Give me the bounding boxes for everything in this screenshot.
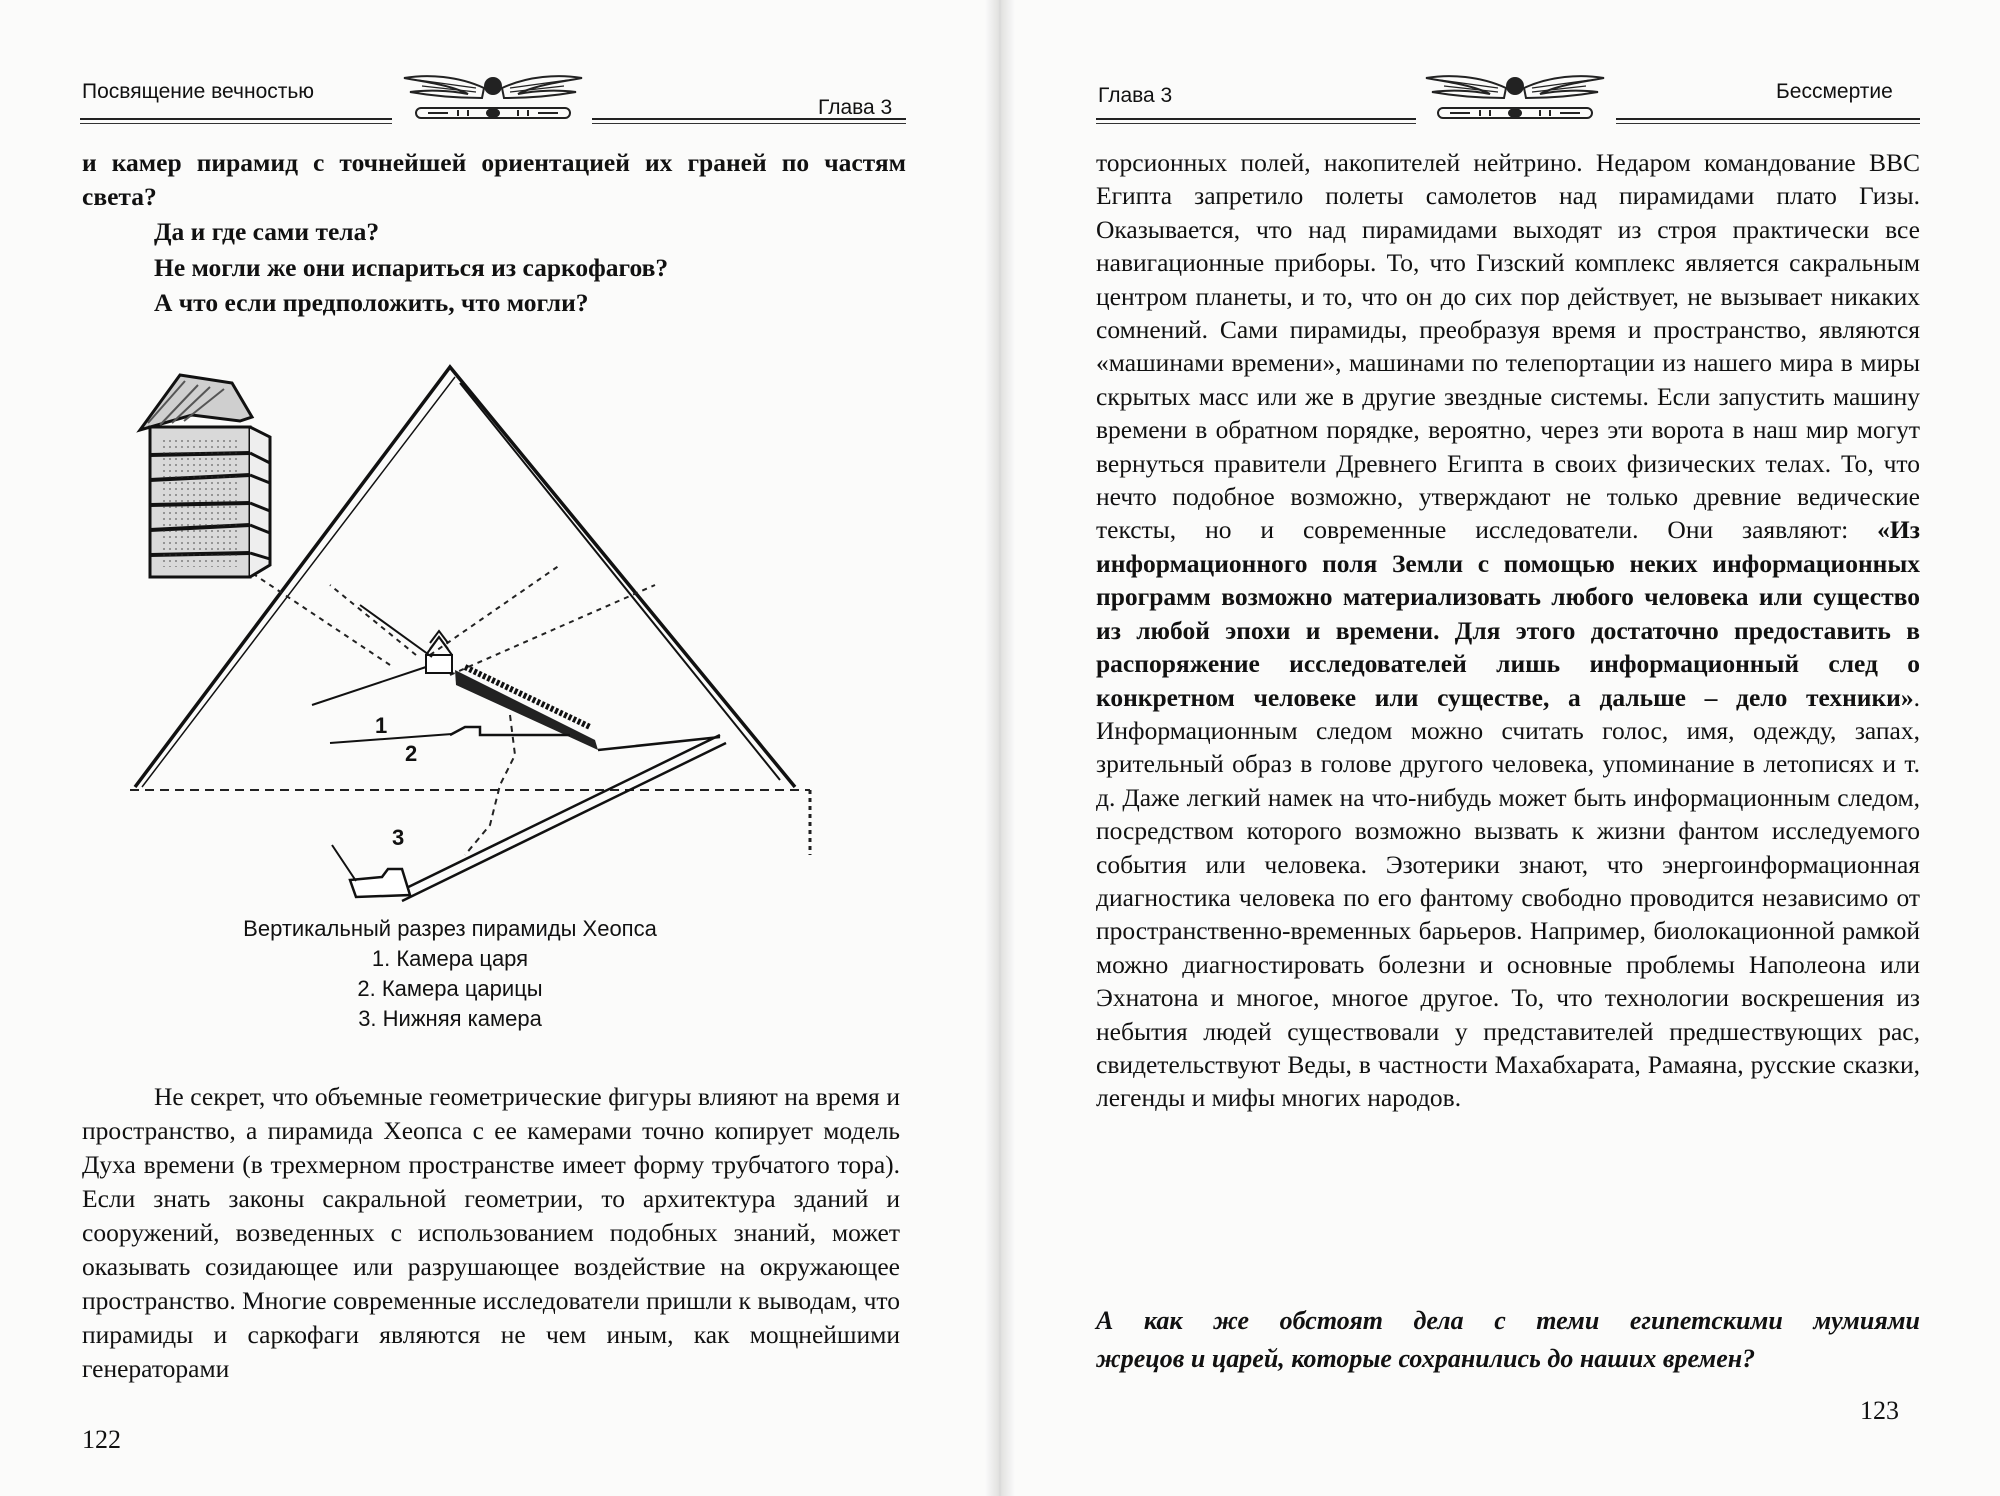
question-line: Не могли же они испариться из саркофагов? [154,252,669,282]
grand-gallery [455,667,598,750]
diagram-label-3: 3 [392,825,405,850]
question-line: и камер пирамид с точнейшей ориентацией их граней по частям света? [82,148,906,211]
right-header-title: Бессмертие [1776,80,1893,103]
winged-disc-emblem-icon [398,68,588,126]
closing-line: жрецов и царей, которые сохранились до наших времен? [1096,1344,1756,1373]
left-questions [82,146,906,320]
figure-caption [160,914,740,1034]
left-header-rule-a [80,118,392,120]
left-body-text [82,1080,900,1386]
body-paragraph: Не секрет, что объемные геометрические фигуры влияют на время и пространство, а пирамида Хеопса с ее камерами точно копирует модель Духа времени (в трехмерном пространстве имеет форму трубчатого тора). Если знать законы сакральной геометрии, то архитектура зданий и сооружений, возведенных с использованием подобных знаний, может оказывать созидающее или разрушающее воздействие на окружающее пространство. Многие современные исследователи пришли к выводам, что пирамиды и саркофаги являются не чем иным, как мощнейшими генераторами [82,1082,900,1383]
caption-item: 1. Камера царя [371,946,529,971]
body-paragraph [1096,146,1920,1115]
right-body-text [1096,146,1920,1115]
body-text-plain: торсионных полей, накопителей нейтрино. Недаром командование ВВС Египта запретило полеты самолетов над пирамидами плато Гизы. Оказывается, что над пирамидами выходят из строя практически все навигационные приборы. То, что Гизский комплекс является сакральным центром планеты, и то, что он до сих пор действует, не вызывает никаких сомнений. Сами пирамиды, преобразуя время и пространство, являются «машинами времени», машинами по телепортации из нашего мира в миры скрытых масс или же в другие звездные системы. Если запустить машину времени в обратном порядке, вероятно, через эти ворота в наш мир могут вернуться правители Древнего Египта в своих физических телах. То, что нечто подобное возможно, утверждают не только древние ведические тексты, но и современные исследователи. Они заявляют: [1096,148,1920,545]
right-page [1000,0,2000,1496]
right-page-number: 123 [1860,1396,1899,1425]
pyramid-cross-section-diagram [120,355,830,915]
left-header-rule-d [592,123,906,124]
caption-title: Вертикальный разрез пирамиды Хеопса [243,916,657,941]
winged-disc-emblem-icon [1420,68,1610,126]
question-line: Да и где сами тела? [154,217,380,247]
diagram-label-2: 2 [405,741,418,766]
body-text-bold-quote: «Из информационного поля Земли с помощью неких информационных программ возможно материализовать любого человека или существо из любой эпохи и времени. Для этого достаточно предоставить в распоряжение исследователей лишь информационный след о конкретном человеке или существе, а дальше – дело техники» [1096,515,1920,712]
closing-question [1096,1302,1920,1378]
question-line: А что если предположить, что могли? [154,288,589,318]
descending-passage [392,735,726,901]
body-text-plain: . Информационным следом можно считать голос, имя, одежду, запах, зрительный образ в голове другого человека, упоминание в летописях и т. д. Даже легкий намек на что-нибудь может быть информационным следом, посредством которого возможно вызвать к жизни фантом исследуемого события или человека. Эзотерики знают, что энергоинформационная диагностика человека по его фантому свободно проводится независимо от пространственно-временных барьеров. Например, биолокационной рамкой можно диагностировать болезни и основные проблемы Наполеона или Эхнатона и многое, многое другое. То, что технологии воскрешения из небытия людей существовали у представителей предшествующих рас, свидетельствуют Веды, в частности Махабхарата, Рамаяна, русские сказки, легенды и мифы многих народов. [1096,682,1920,1113]
left-header-chapter: Глава 3 [818,96,893,119]
right-header-rule-b [1096,123,1416,124]
kings-chamber [426,631,452,673]
right-header-rule-a [1096,118,1416,120]
caption-item: 3. Нижняя камера [358,1006,542,1031]
caption-item: 2. Камера царицы [357,976,543,1001]
closing-line: А как же обстоят дела с теми египетскими мумиями [1096,1306,1920,1335]
ground-line [130,790,810,855]
subterranean-chamber [350,869,410,897]
kings-chamber-inset [140,375,270,577]
left-header-title: Посвящение вечностью [82,80,315,103]
book-gutter [985,0,1015,1496]
right-header-chapter: Глава 3 [1098,84,1173,107]
right-header-rule-d [1616,123,1920,124]
right-header-rule-c [1616,118,1920,120]
left-header-rule-b [80,123,392,124]
left-page-number: 122 [82,1425,121,1454]
diagram-label-1: 1 [375,713,388,738]
